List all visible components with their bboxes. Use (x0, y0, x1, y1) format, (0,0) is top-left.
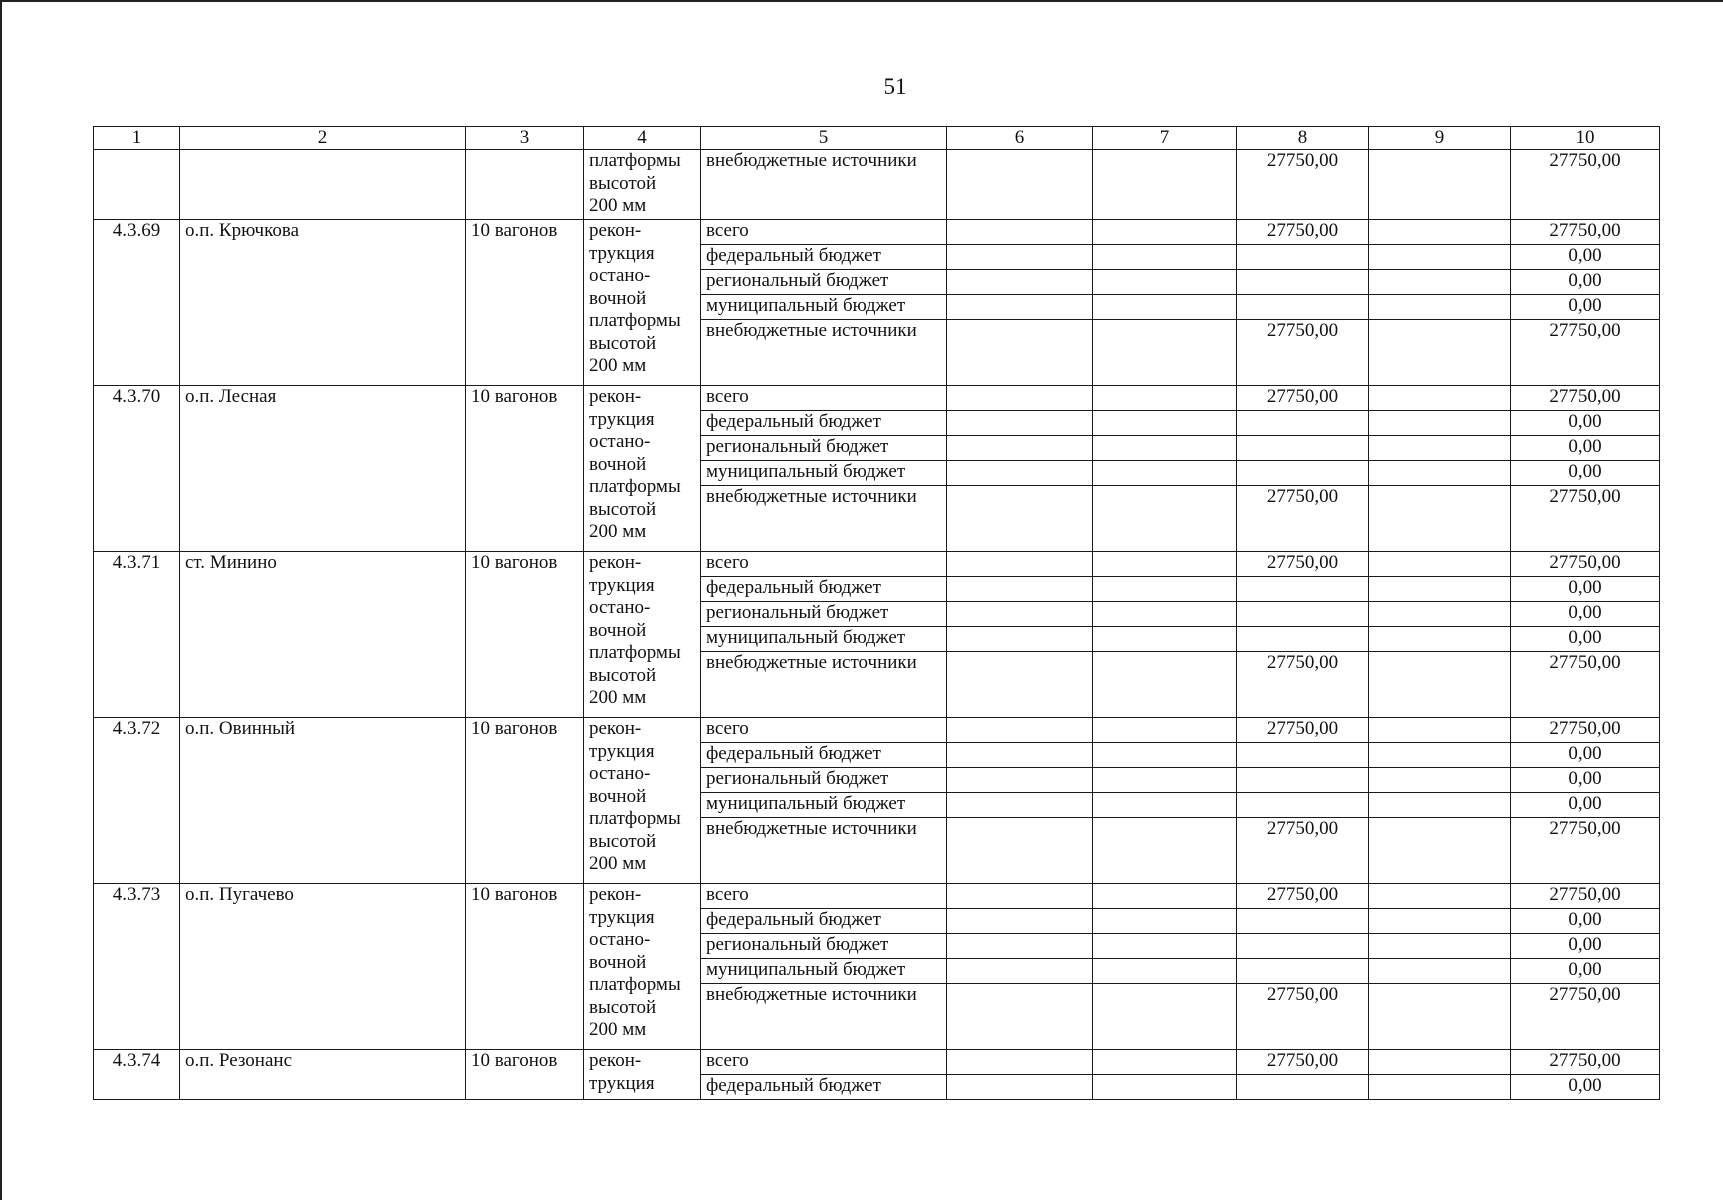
col7-cell (1093, 793, 1237, 818)
description-line: рекон- (589, 1050, 642, 1071)
col7-cell (1093, 718, 1237, 743)
funding-source-cell: всего (701, 552, 947, 577)
code-cell: 4.3.71 (94, 552, 180, 718)
description-line: 200 мм (589, 521, 647, 542)
funding-source-cell: федеральный бюджет (701, 1075, 947, 1100)
funding-source-cell: федеральный бюджет (701, 743, 947, 768)
col10-cell: 27750,00 (1511, 1050, 1660, 1075)
col10-cell: 0,00 (1511, 1075, 1660, 1100)
col10-cell: 0,00 (1511, 245, 1660, 270)
header-row (94, 127, 1660, 150)
col6-cell (947, 320, 1093, 386)
col10-cell: 0,00 (1511, 436, 1660, 461)
table-row (94, 1050, 1660, 1075)
column-header: 1 (94, 127, 180, 150)
col6-cell (947, 270, 1093, 295)
table-row (94, 552, 1660, 577)
description-line: рекон- (589, 552, 642, 573)
code-cell: 4.3.72 (94, 718, 180, 884)
capacity-cell: 10 вагонов (466, 884, 584, 1050)
col6-cell (947, 984, 1093, 1050)
col8-cell: 27750,00 (1237, 386, 1369, 411)
column-header: 3 (466, 127, 584, 150)
col8-cell (1237, 602, 1369, 627)
station-name-cell: о.п. Пугачево (180, 884, 466, 1050)
funding-source-cell: региональный бюджет (701, 768, 947, 793)
col9-cell (1369, 718, 1511, 743)
column-header: 4 (584, 127, 701, 150)
description-line: трукция (589, 1072, 655, 1094)
col6-cell (947, 793, 1093, 818)
description-cell (584, 884, 701, 1050)
description-line: платформы (589, 476, 681, 497)
col9-cell (1369, 768, 1511, 793)
col8-cell (1237, 436, 1369, 461)
continuation-row (94, 150, 1660, 220)
col9-cell (1369, 1050, 1511, 1075)
col6-cell (947, 436, 1093, 461)
page-border-left (0, 0, 2, 1200)
description-line: трукция (589, 408, 655, 430)
col9-cell (1369, 386, 1511, 411)
col6-cell (947, 934, 1093, 959)
col9-cell (1369, 577, 1511, 602)
code-cell: 4.3.73 (94, 884, 180, 1050)
col8-cell (1237, 411, 1369, 436)
funding-source-cell: муниципальный бюджет (701, 959, 947, 984)
col6-cell (947, 295, 1093, 320)
col9-cell (1369, 320, 1511, 386)
col9-cell (1369, 934, 1511, 959)
funding-source-cell: всего (701, 386, 947, 411)
col10-cell: 27750,00 (1511, 220, 1660, 245)
col8-cell: 27750,00 (1237, 652, 1369, 718)
col7-cell (1093, 1050, 1237, 1075)
funding-source-cell: внебюджетные источники (701, 486, 947, 552)
col10-cell: 0,00 (1511, 411, 1660, 436)
col10-cell: 27750,00 (1511, 150, 1660, 220)
funding-source-cell: внебюджетные источники (701, 818, 947, 884)
description-line: трукция (589, 242, 655, 264)
col6-cell (947, 959, 1093, 984)
description-line: 200 мм (589, 1019, 647, 1040)
funding-source-cell: муниципальный бюджет (701, 295, 947, 320)
description-line: вочной (589, 287, 647, 309)
station-name-cell: о.п. Крючкова (180, 220, 466, 386)
description-line: платформы (589, 642, 681, 663)
col10-cell: 0,00 (1511, 743, 1660, 768)
col9-cell (1369, 627, 1511, 652)
description-line: трукция (589, 740, 655, 762)
col10-cell: 27750,00 (1511, 718, 1660, 743)
description-line: остано- (589, 265, 651, 286)
col8-cell (1237, 627, 1369, 652)
col6-cell (947, 884, 1093, 909)
page-border-top (0, 0, 1723, 2)
col6-cell (947, 150, 1093, 220)
col8-cell (1237, 959, 1369, 984)
table-row (94, 220, 1660, 245)
col6-cell (947, 245, 1093, 270)
description-line: высотой (589, 830, 657, 852)
col6-cell (947, 743, 1093, 768)
funding-source-cell: муниципальный бюджет (701, 461, 947, 486)
station-name-cell: о.п. Резонанс (180, 1050, 466, 1100)
capacity-cell: 10 вагонов (466, 552, 584, 718)
capacity-cell (466, 150, 584, 220)
description-line: вочной (589, 951, 647, 973)
table-body (94, 127, 1660, 1100)
column-header: 9 (1369, 127, 1511, 150)
funding-source-cell: внебюджетные источники (701, 652, 947, 718)
col9-cell (1369, 818, 1511, 884)
col8-cell: 27750,00 (1237, 1050, 1369, 1075)
col10-cell: 0,00 (1511, 577, 1660, 602)
col6-cell (947, 552, 1093, 577)
column-header: 5 (701, 127, 947, 150)
funding-source-cell: федеральный бюджет (701, 577, 947, 602)
col9-cell (1369, 486, 1511, 552)
col10-cell: 27750,00 (1511, 818, 1660, 884)
col10-cell: 27750,00 (1511, 984, 1660, 1050)
col7-cell (1093, 984, 1237, 1050)
col7-cell (1093, 436, 1237, 461)
funding-source-cell: региональный бюджет (701, 934, 947, 959)
funding-source-cell: внебюджетные источники (701, 320, 947, 386)
description-line: высотой (589, 996, 657, 1018)
code-cell: 4.3.70 (94, 386, 180, 552)
station-name-cell: о.п. Овинный (180, 718, 466, 884)
col7-cell (1093, 150, 1237, 220)
col6-cell (947, 718, 1093, 743)
col8-cell: 27750,00 (1237, 320, 1369, 386)
description-line: платформы (589, 974, 681, 995)
funding-source-cell: внебюджетные источники (701, 984, 947, 1050)
col9-cell (1369, 602, 1511, 627)
description-line: рекон- (589, 220, 642, 241)
col6-cell (947, 220, 1093, 245)
col8-cell (1237, 245, 1369, 270)
col7-cell (1093, 461, 1237, 486)
column-header: 8 (1237, 127, 1369, 150)
funding-source-cell: региональный бюджет (701, 436, 947, 461)
col7-cell (1093, 270, 1237, 295)
description-cell (584, 718, 701, 884)
col8-cell (1237, 743, 1369, 768)
col8-cell: 27750,00 (1237, 718, 1369, 743)
col8-cell: 27750,00 (1237, 884, 1369, 909)
description-line: высотой (589, 332, 657, 354)
funding-source-cell: федеральный бюджет (701, 245, 947, 270)
column-header: 2 (180, 127, 466, 150)
col8-cell (1237, 270, 1369, 295)
description-line: 200 мм (589, 853, 647, 874)
col10-cell: 0,00 (1511, 295, 1660, 320)
description-cell (584, 150, 701, 220)
description-line: рекон- (589, 884, 642, 905)
col8-cell: 27750,00 (1237, 220, 1369, 245)
col6-cell (947, 1050, 1093, 1075)
col10-cell: 27750,00 (1511, 386, 1660, 411)
funding-source-cell: региональный бюджет (701, 270, 947, 295)
col9-cell (1369, 959, 1511, 984)
col10-cell: 27750,00 (1511, 486, 1660, 552)
col7-cell (1093, 295, 1237, 320)
col9-cell (1369, 793, 1511, 818)
description-line: 200 мм (589, 355, 647, 376)
name-cell (180, 150, 466, 220)
funding-source-cell: федеральный бюджет (701, 411, 947, 436)
col9-cell (1369, 984, 1511, 1050)
col8-cell (1237, 768, 1369, 793)
col8-cell: 27750,00 (1237, 818, 1369, 884)
col10-cell: 0,00 (1511, 909, 1660, 934)
col9-cell (1369, 295, 1511, 320)
col7-cell (1093, 1075, 1237, 1100)
col8-cell: 27750,00 (1237, 150, 1369, 220)
col6-cell (947, 411, 1093, 436)
col8-cell (1237, 793, 1369, 818)
col9-cell (1369, 220, 1511, 245)
col9-cell (1369, 436, 1511, 461)
funding-source-cell: внебюджетные источники (701, 150, 947, 220)
funding-source-cell: всего (701, 718, 947, 743)
col7-cell (1093, 934, 1237, 959)
description-line: высотой (589, 664, 657, 686)
col10-cell: 0,00 (1511, 793, 1660, 818)
col6-cell (947, 486, 1093, 552)
col6-cell (947, 818, 1093, 884)
col7-cell (1093, 411, 1237, 436)
description-line: рекон- (589, 386, 642, 407)
col10-cell: 0,00 (1511, 602, 1660, 627)
description-line: 200 мм (589, 687, 647, 708)
col8-cell: 27750,00 (1237, 984, 1369, 1050)
code-cell (94, 150, 180, 220)
col6-cell (947, 386, 1093, 411)
col6-cell (947, 652, 1093, 718)
col8-cell (1237, 1075, 1369, 1100)
col7-cell (1093, 818, 1237, 884)
col7-cell (1093, 220, 1237, 245)
station-name-cell: о.п. Лесная (180, 386, 466, 552)
col8-cell: 27750,00 (1237, 552, 1369, 577)
funding-source-cell: всего (701, 220, 947, 245)
col8-cell (1237, 295, 1369, 320)
col6-cell (947, 909, 1093, 934)
code-cell: 4.3.69 (94, 220, 180, 386)
description-line: вочной (589, 619, 647, 641)
col7-cell (1093, 386, 1237, 411)
table-row (94, 386, 1660, 411)
col7-cell (1093, 959, 1237, 984)
funding-source-cell: региональный бюджет (701, 602, 947, 627)
description-cell (584, 552, 701, 718)
col7-cell (1093, 627, 1237, 652)
description-line: остано- (589, 431, 651, 452)
col9-cell (1369, 909, 1511, 934)
col7-cell (1093, 768, 1237, 793)
col7-cell (1093, 884, 1237, 909)
col7-cell (1093, 909, 1237, 934)
description-line: высотой (589, 498, 657, 520)
col9-cell (1369, 884, 1511, 909)
column-header: 10 (1511, 127, 1660, 150)
col6-cell (947, 461, 1093, 486)
col6-cell (947, 602, 1093, 627)
col6-cell (947, 768, 1093, 793)
description-line: платформы (589, 808, 681, 829)
col6-cell (947, 1075, 1093, 1100)
description-line: рекон- (589, 718, 642, 739)
description-line: трукция (589, 574, 655, 596)
description-line: остано- (589, 763, 651, 784)
col9-cell (1369, 1075, 1511, 1100)
col9-cell (1369, 270, 1511, 295)
col10-cell: 0,00 (1511, 461, 1660, 486)
col8-cell (1237, 934, 1369, 959)
col9-cell (1369, 743, 1511, 768)
col10-cell: 0,00 (1511, 270, 1660, 295)
col8-cell (1237, 577, 1369, 602)
funding-source-cell: муниципальный бюджет (701, 627, 947, 652)
capacity-cell: 10 вагонов (466, 718, 584, 884)
funding-source-cell: всего (701, 1050, 947, 1075)
col9-cell (1369, 411, 1511, 436)
financing-table (93, 126, 1660, 1100)
col9-cell (1369, 652, 1511, 718)
col7-cell (1093, 577, 1237, 602)
col8-cell: 27750,00 (1237, 486, 1369, 552)
description-line: высотой (589, 172, 657, 194)
col10-cell: 0,00 (1511, 959, 1660, 984)
description-line: платформы (589, 310, 681, 331)
table-row (94, 884, 1660, 909)
col10-cell: 27750,00 (1511, 884, 1660, 909)
description-cell (584, 220, 701, 386)
funding-source-cell: федеральный бюджет (701, 909, 947, 934)
description-line: трукция (589, 906, 655, 928)
col8-cell (1237, 461, 1369, 486)
funding-source-cell: всего (701, 884, 947, 909)
col10-cell: 0,00 (1511, 627, 1660, 652)
column-header: 6 (947, 127, 1093, 150)
table-row (94, 718, 1660, 743)
col10-cell: 27750,00 (1511, 552, 1660, 577)
station-name-cell: ст. Минино (180, 552, 466, 718)
col10-cell: 0,00 (1511, 934, 1660, 959)
col6-cell (947, 577, 1093, 602)
col7-cell (1093, 320, 1237, 386)
col6-cell (947, 627, 1093, 652)
capacity-cell: 10 вагонов (466, 220, 584, 386)
code-cell: 4.3.74 (94, 1050, 180, 1100)
col7-cell (1093, 602, 1237, 627)
col10-cell: 0,00 (1511, 768, 1660, 793)
col7-cell (1093, 743, 1237, 768)
col7-cell (1093, 652, 1237, 718)
col9-cell (1369, 245, 1511, 270)
col10-cell: 27750,00 (1511, 320, 1660, 386)
description-line: платформы (589, 150, 681, 171)
col7-cell (1093, 486, 1237, 552)
col7-cell (1093, 245, 1237, 270)
description-line: 200 мм (589, 195, 647, 216)
description-line: вочной (589, 453, 647, 475)
description-line: остано- (589, 597, 651, 618)
capacity-cell: 10 вагонов (466, 386, 584, 552)
description-line: остано- (589, 929, 651, 950)
page-number: 51 (883, 74, 907, 99)
col9-cell (1369, 461, 1511, 486)
description-line: вочной (589, 785, 647, 807)
col8-cell (1237, 909, 1369, 934)
col7-cell (1093, 552, 1237, 577)
capacity-cell: 10 вагонов (466, 1050, 584, 1100)
column-header: 7 (1093, 127, 1237, 150)
col10-cell: 27750,00 (1511, 652, 1660, 718)
funding-source-cell: муниципальный бюджет (701, 793, 947, 818)
col9-cell (1369, 150, 1511, 220)
description-cell (584, 1050, 701, 1100)
description-cell (584, 386, 701, 552)
col9-cell (1369, 552, 1511, 577)
